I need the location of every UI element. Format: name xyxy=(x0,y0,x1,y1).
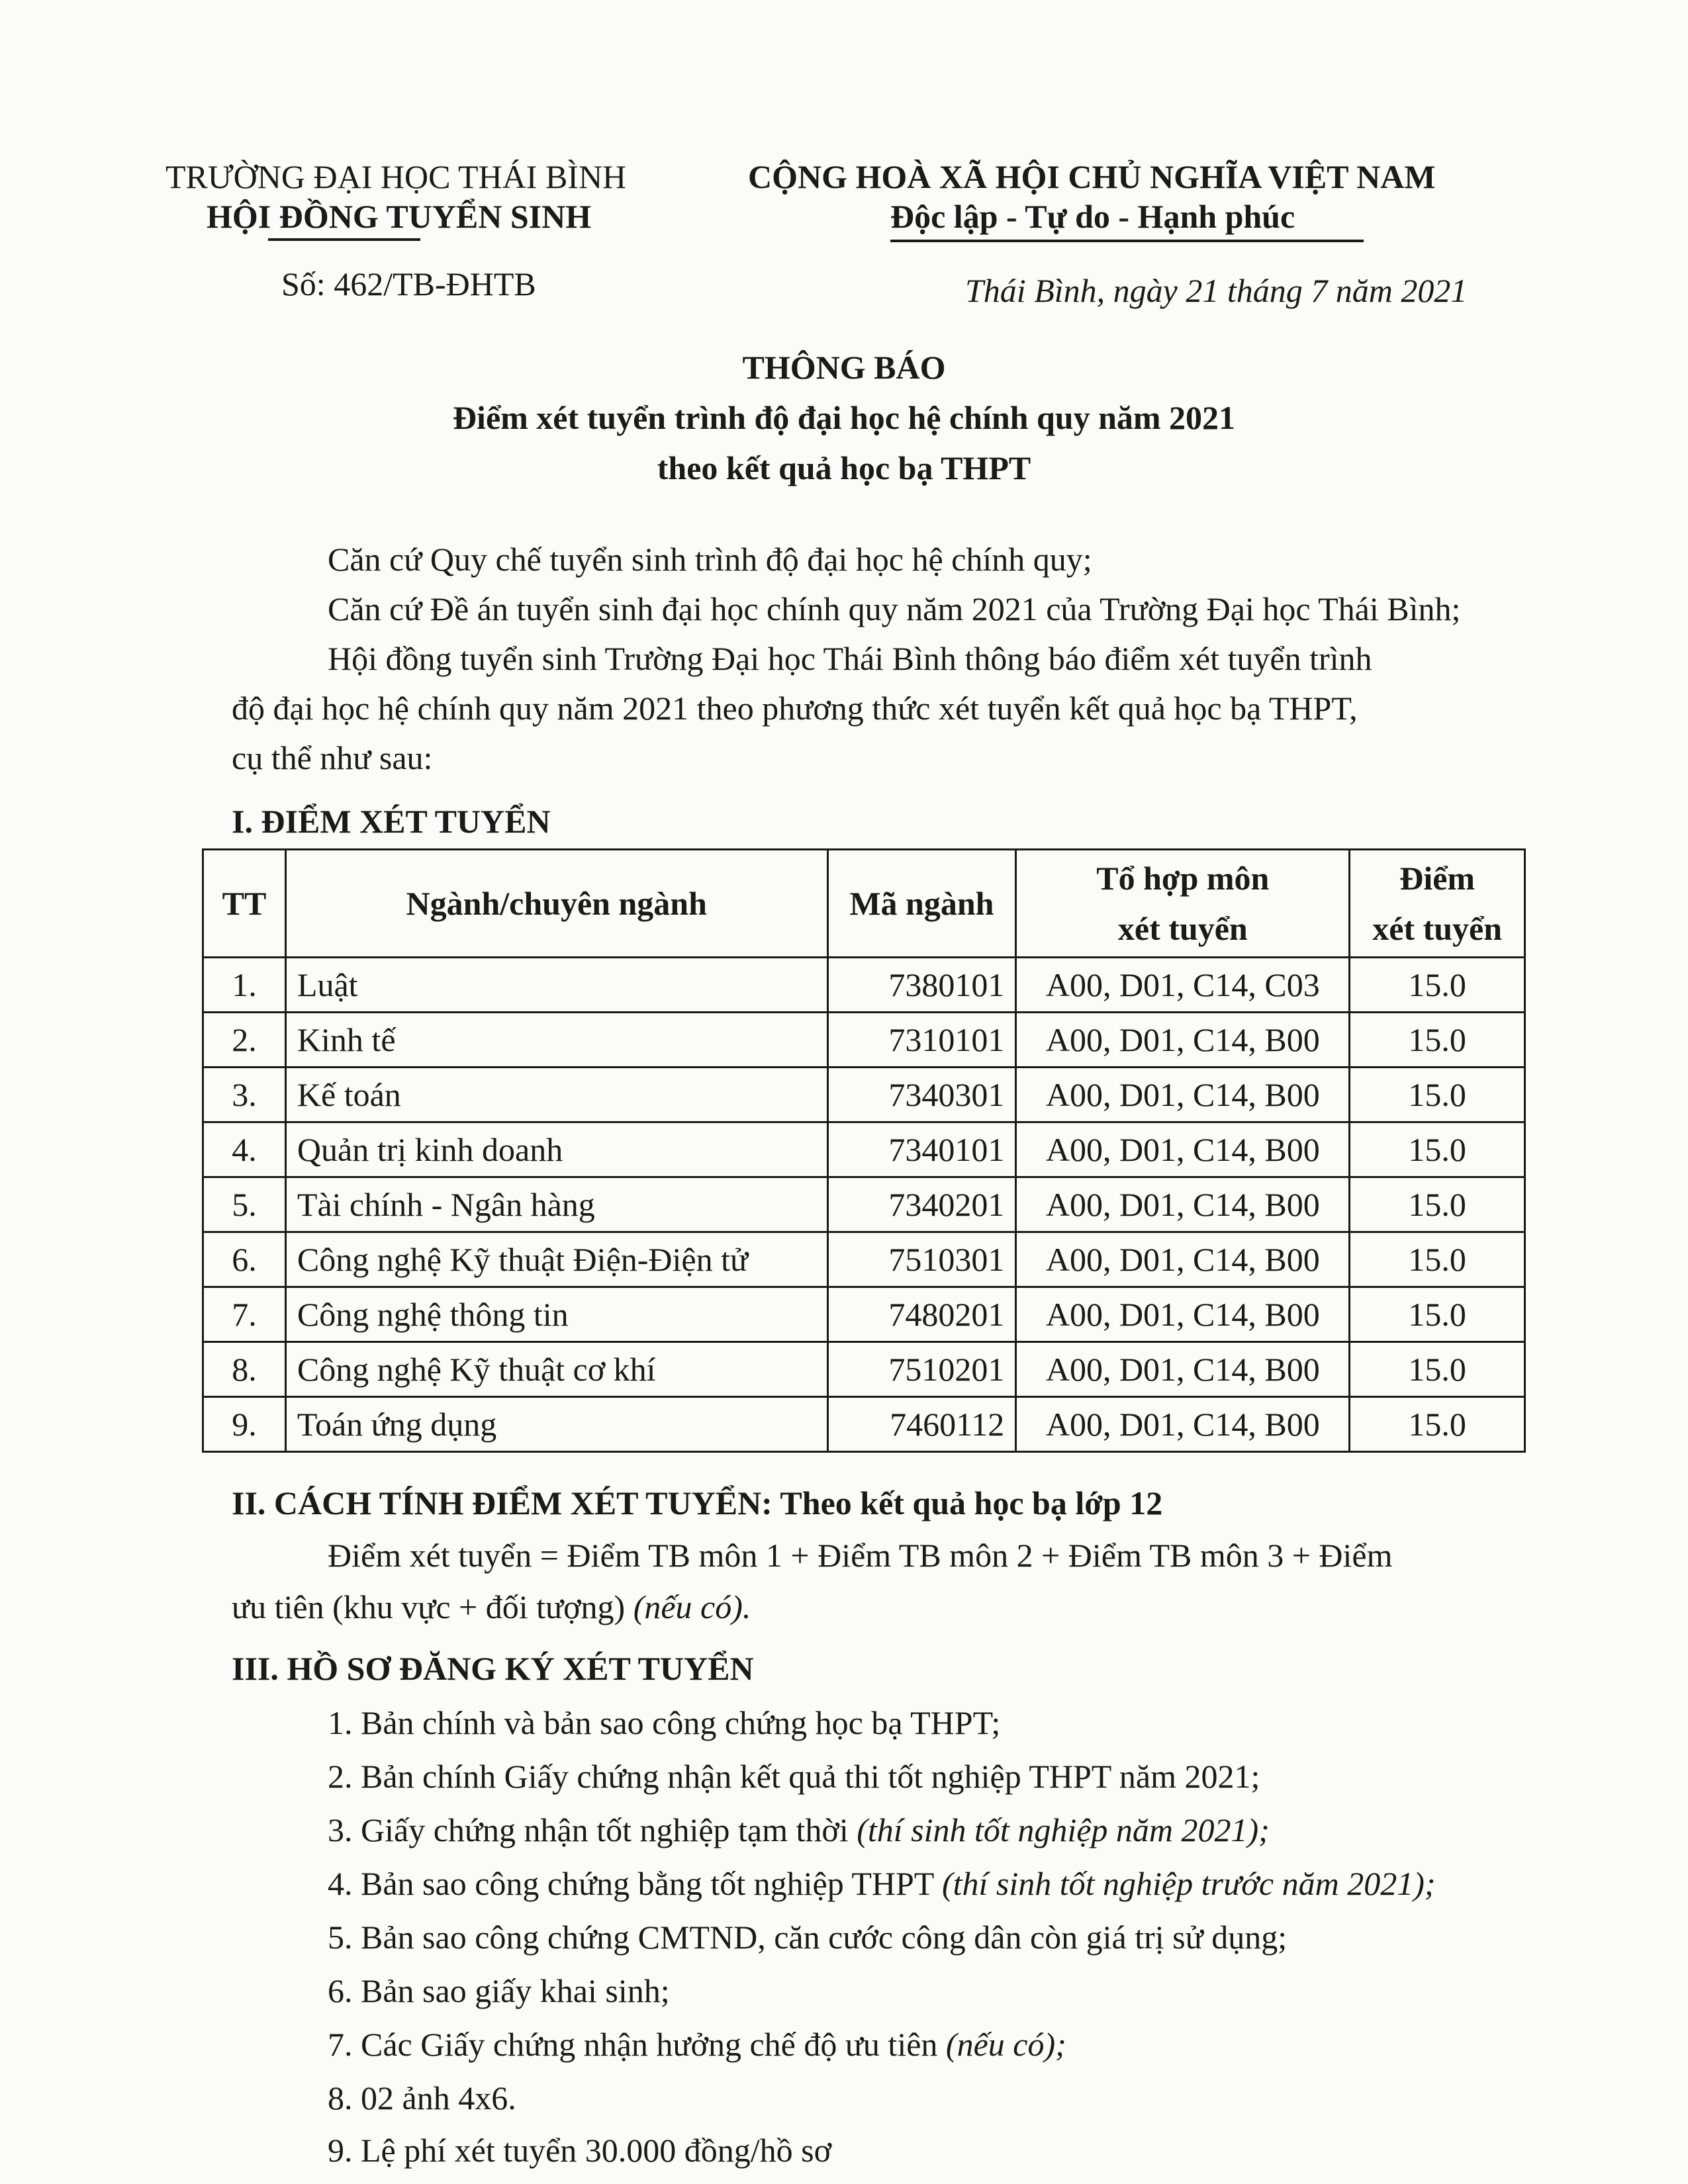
list-item-text: 3. Giấy chứng nhận tốt nghiệp tạm thời xyxy=(328,1811,857,1848)
section-3-heading: III. HỒ SƠ ĐĂNG KÝ XÉT TUYỂN xyxy=(232,1650,754,1687)
list-item xyxy=(328,1811,1270,1849)
row-code: 7510301 xyxy=(827,1232,1016,1287)
admission-score-table xyxy=(202,848,1526,1453)
list-item-note: (thí sinh tốt nghiệp trước năm 2021); xyxy=(941,1865,1436,1902)
row-combo: A00, D01, C14, B00 xyxy=(1016,1232,1350,1287)
table-row xyxy=(203,1342,1525,1397)
row-code: 7510201 xyxy=(827,1342,1016,1397)
table-row xyxy=(203,1122,1525,1177)
row-major: Công nghệ thông tin xyxy=(285,1287,827,1342)
score-formula-line2 xyxy=(232,1580,751,1633)
col-header-combo-line1: Tổ hợp môn xyxy=(1096,860,1270,897)
row-score: 15.0 xyxy=(1350,1177,1525,1232)
row-score: 15.0 xyxy=(1350,1122,1525,1177)
list-item-text: 4. Bản sao công chứng bằng tốt nghiệp THPT xyxy=(328,1865,942,1902)
table-row xyxy=(203,958,1525,1013)
row-combo: A00, D01, C14, B00 xyxy=(1016,1013,1350,1068)
row-code: 7310101 xyxy=(827,1013,1016,1068)
col-header-score-line2: xét tuyển xyxy=(1372,910,1503,947)
col-header-tt: TT xyxy=(203,850,286,958)
document-title: THÔNG BÁO xyxy=(742,349,946,386)
intro-basis-2: Căn cứ Đề án tuyển sinh đại học chính quy năm 2021 của Trường Đại học Thái Bình; xyxy=(328,590,1461,627)
row-score: 15.0 xyxy=(1350,958,1525,1013)
col-header-combo-line2: xét tuyển xyxy=(1117,910,1248,947)
row-combo: A00, D01, C14, C03 xyxy=(1016,958,1350,1013)
row-code: 7480201 xyxy=(827,1287,1016,1342)
section-2-heading: II. CÁCH TÍNH ĐIỂM XÉT TUYỂN: Theo kết quả học bạ lớp 12 xyxy=(232,1484,1163,1522)
row-major: Kinh tế xyxy=(285,1013,827,1068)
row-code: 7460112 xyxy=(827,1397,1016,1452)
motto-underline xyxy=(890,240,1364,242)
row-major: Công nghệ Kỹ thuật cơ khí xyxy=(285,1342,827,1397)
intro-announcement-1: Hội đồng tuyển sinh Trường Đại học Thái Bình thông báo điểm xét tuyển trình xyxy=(328,640,1372,677)
list-item-note: (nếu có); xyxy=(945,2026,1066,2063)
row-tt: 2. xyxy=(203,1013,286,1068)
col-header-code: Mã ngành xyxy=(827,850,1016,958)
row-major: Quản trị kinh doanh xyxy=(285,1122,827,1177)
row-score: 15.0 xyxy=(1350,1397,1525,1452)
row-tt: 5. xyxy=(203,1177,286,1232)
col-header-score-line1: Điểm xyxy=(1399,860,1476,897)
table-header-row xyxy=(203,850,1525,958)
col-header-major: Ngành/chuyên ngành xyxy=(285,850,827,958)
left-header-rule xyxy=(268,238,420,241)
school-name: TRƯỜNG ĐẠI HỌC THÁI BÌNH xyxy=(165,158,627,195)
list-item-text: 6. Bản sao giấy khai sinh; xyxy=(328,1972,670,2009)
row-combo: A00, D01, C14, B00 xyxy=(1016,1342,1350,1397)
document-subtitle-1: Điểm xét tuyển trình độ đại học hệ chính quy năm 2021 xyxy=(452,399,1236,436)
row-score: 15.0 xyxy=(1350,1068,1525,1122)
row-score: 15.0 xyxy=(1350,1342,1525,1397)
row-code: 7340201 xyxy=(827,1177,1016,1232)
intro-announcement-3: cụ thể như sau: xyxy=(232,739,433,776)
row-combo: A00, D01, C14, B00 xyxy=(1016,1287,1350,1342)
issue-date: Thái Bình, ngày 21 tháng 7 năm 2021 xyxy=(965,272,1468,309)
table-row xyxy=(203,1068,1525,1122)
row-major: Công nghệ Kỹ thuật Điện-Điện tử xyxy=(285,1232,827,1287)
row-tt: 6. xyxy=(203,1232,286,1287)
table-row xyxy=(203,1013,1525,1068)
table-row xyxy=(203,1287,1525,1342)
document-number: Số: 462/TB-ĐHTB xyxy=(281,265,536,302)
table-row xyxy=(203,1232,1525,1287)
row-tt: 4. xyxy=(203,1122,286,1177)
list-item-text: 8. 02 ảnh 4x6. xyxy=(328,2079,516,2116)
list-item-note: (thí sinh tốt nghiệp năm 2021); xyxy=(857,1811,1270,1848)
list-item-text: 9. Lệ phí xét tuyển 30.000 đồng/hồ sơ xyxy=(328,2132,832,2169)
row-tt: 3. xyxy=(203,1068,286,1122)
list-item xyxy=(328,1972,670,2010)
score-formula-line1: Điểm xét tuyển = Điểm TB môn 1 + Điểm TB môn 2 + Điểm TB môn 3 + Điểm xyxy=(328,1537,1393,1574)
list-item xyxy=(328,1757,1260,1796)
row-major: Luật xyxy=(285,958,827,1013)
table-row xyxy=(203,1397,1525,1452)
list-item-text: 1. Bản chính và bản sao công chứng học bạ THPT; xyxy=(328,1704,1001,1741)
row-combo: A00, D01, C14, B00 xyxy=(1016,1068,1350,1122)
document-subtitle-2: theo kết quả học bạ THPT xyxy=(657,449,1031,486)
national-title: CỘNG HOÀ XÃ HỘI CHỦ NGHĨA VIỆT NAM xyxy=(748,158,1436,195)
list-item xyxy=(328,1864,1436,1903)
list-item-text: 5. Bản sao công chứng CMTND, căn cước công dân còn giá trị sử dụng; xyxy=(328,1919,1288,1956)
score-formula-text: ưu tiên (khu vực + đối tượng) xyxy=(232,1588,633,1625)
list-item xyxy=(328,1704,1000,1742)
section-1-heading: I. ĐIỂM XÉT TUYỂN xyxy=(232,803,551,840)
list-item xyxy=(328,2131,831,2169)
list-item-text: 2. Bản chính Giấy chứng nhận kết quả thi tốt nghiệp THPT năm 2021; xyxy=(328,1758,1260,1795)
row-score: 15.0 xyxy=(1350,1287,1525,1342)
row-major: Tài chính - Ngân hàng xyxy=(285,1177,827,1232)
row-score: 15.0 xyxy=(1350,1013,1525,1068)
list-item-text: 7. Các Giấy chứng nhận hưởng chế độ ưu tiên xyxy=(328,2026,946,2063)
row-major: Toán ứng dụng xyxy=(285,1397,827,1452)
row-tt: 1. xyxy=(203,958,286,1013)
list-item xyxy=(328,2079,516,2117)
row-code: 7380101 xyxy=(827,958,1016,1013)
row-major: Kế toán xyxy=(285,1068,827,1122)
row-code: 7340301 xyxy=(827,1068,1016,1122)
intro-announcement-2: độ đại học hệ chính quy năm 2021 theo phương thức xét tuyển kết quả học bạ THPT, xyxy=(232,690,1358,727)
row-combo: A00, D01, C14, B00 xyxy=(1016,1397,1350,1452)
row-combo: A00, D01, C14, B00 xyxy=(1016,1122,1350,1177)
row-combo: A00, D01, C14, B00 xyxy=(1016,1177,1350,1232)
intro-basis-1: Căn cứ Quy chế tuyển sinh trình độ đại học hệ chính quy; xyxy=(328,541,1092,578)
score-formula-note: (nếu có). xyxy=(633,1588,751,1625)
col-header-combo xyxy=(1016,850,1350,958)
list-item xyxy=(328,2025,1066,2064)
col-header-score xyxy=(1350,850,1525,958)
row-tt: 8. xyxy=(203,1342,286,1397)
row-tt: 7. xyxy=(203,1287,286,1342)
table-row xyxy=(203,1177,1525,1232)
row-score: 15.0 xyxy=(1350,1232,1525,1287)
row-tt: 9. xyxy=(203,1397,286,1452)
council-name: HỘI ĐỒNG TUYỂN SINH xyxy=(207,198,592,235)
row-code: 7340101 xyxy=(827,1122,1016,1177)
national-motto: Độc lập - Tự do - Hạnh phúc xyxy=(890,198,1295,235)
list-item xyxy=(328,1918,1287,1956)
